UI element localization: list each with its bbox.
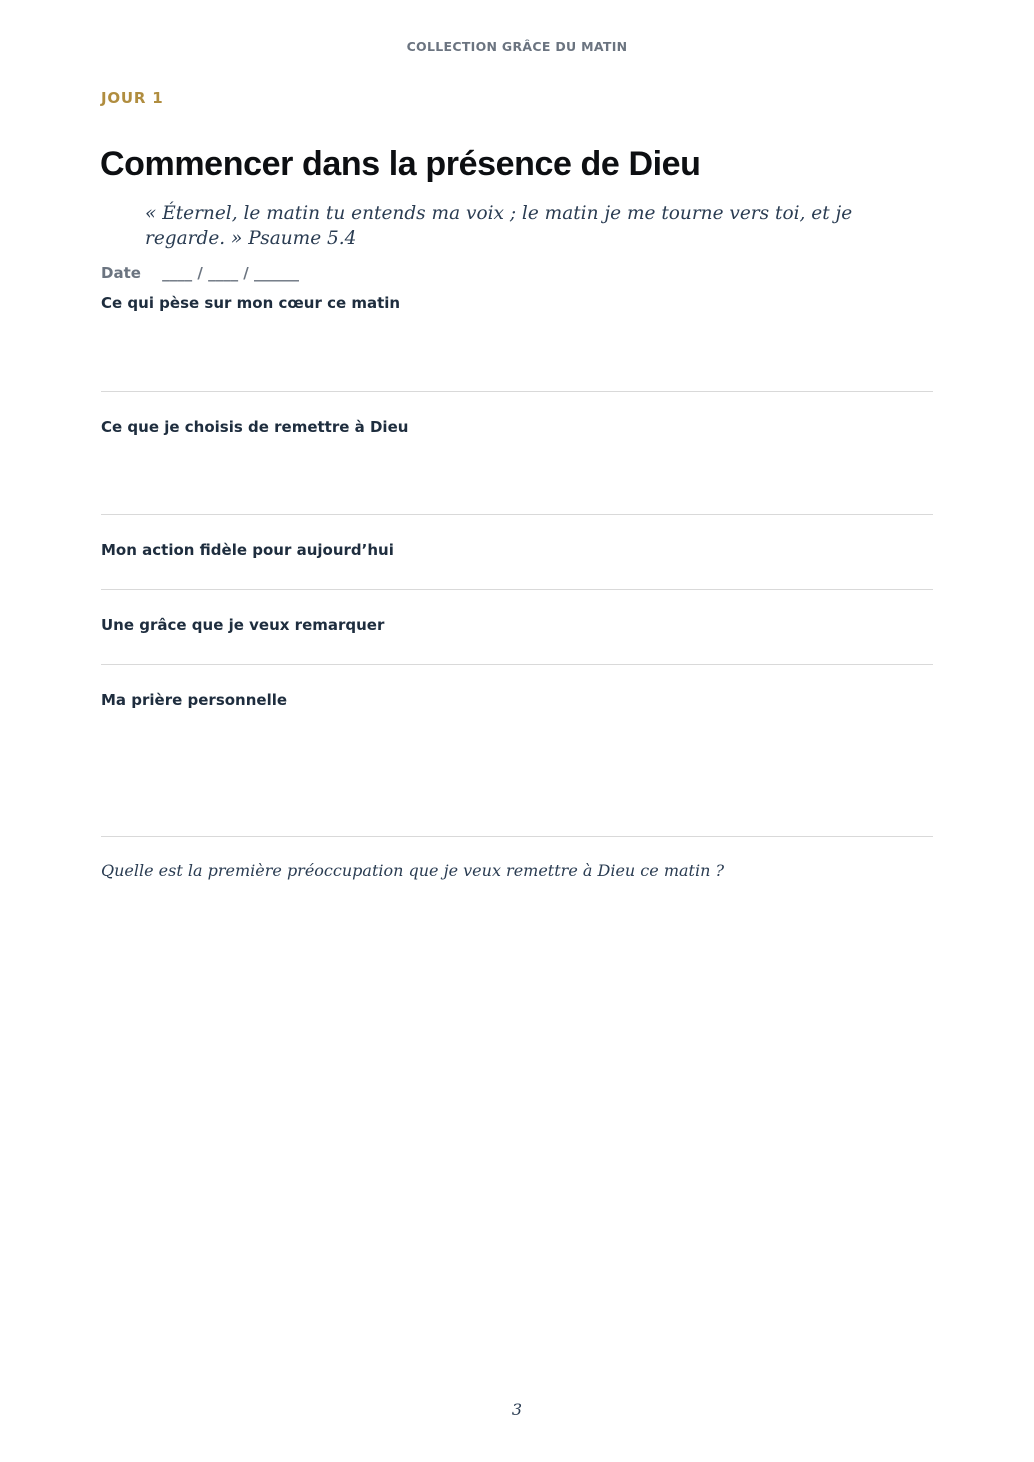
section-grace-label: Une grâce que je veux remarquer (101, 616, 385, 634)
page-title: Commencer dans la présence de Dieu (100, 145, 701, 183)
reflection-question: Quelle est la première préoccupation que je veux remettre à Dieu ce matin ? (101, 861, 725, 880)
section-prayer-label: Ma prière personnelle (101, 691, 288, 709)
section-heavy-heart-label: Ce qui pèse sur mon cœur ce matin (101, 294, 401, 312)
running-header: COLLECTION GRÂCE DU MATIN (406, 39, 628, 54)
section-divider (101, 391, 933, 392)
section-divider (101, 664, 933, 665)
page-number: 3 (511, 1400, 523, 1419)
scripture-verse: « Éternel, le matin tu entends ma voix ; le matin je me tourne vers toi, et je regarde. » Psaume 5.4 (145, 203, 853, 249)
section-divider (101, 589, 933, 590)
date-label: Date (101, 264, 141, 282)
date-row (101, 264, 299, 282)
section-faithful-action-label: Mon action fidèle pour aujourd’hui (101, 541, 394, 559)
day-label: JOUR 1 (101, 89, 164, 107)
date-field[interactable]: ____ / ____ / ______ (162, 264, 300, 282)
section-divider (101, 514, 933, 515)
section-surrender-label: Ce que je choisis de remettre à Dieu (101, 418, 409, 436)
section-divider (101, 836, 933, 837)
